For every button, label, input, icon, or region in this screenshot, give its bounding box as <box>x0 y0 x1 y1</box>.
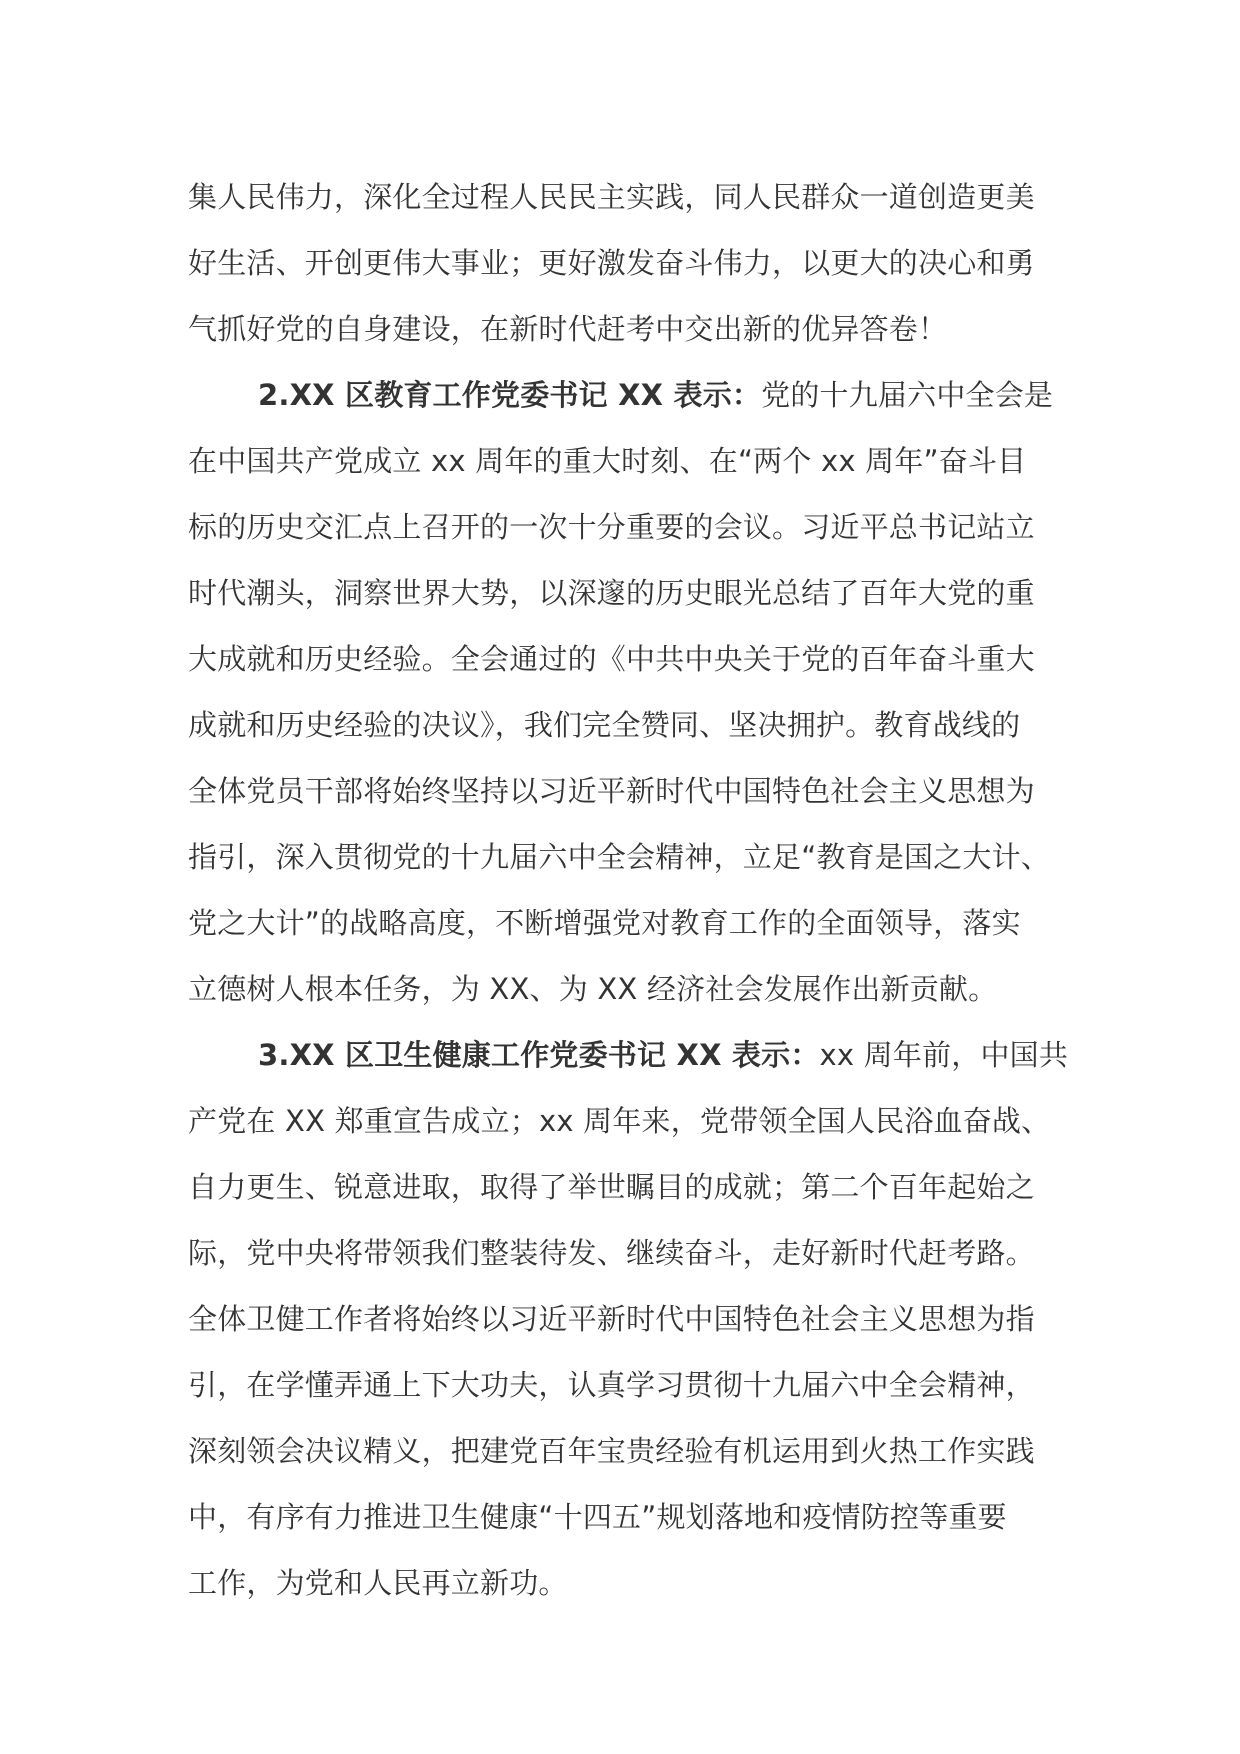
text-line: 深刻领会决议精义，把建党百年宝贵经验有机运用到火热工作实践 <box>188 1434 1035 1468</box>
text-line: 在中国共产党成立 xx 周年的重大时刻、在“两个 xx 周年”奋斗目 <box>188 444 1027 478</box>
text-line: 自力更生、锐意进取，取得了举世瞩目的成就；第二个百年起始之 <box>188 1170 1035 1204</box>
paragraph-health-secretary <box>188 1022 1069 1616</box>
text-span: xx 周年前，中国共 <box>819 1038 1069 1072</box>
text-line: 全体卫健工作者将始终以习近平新时代中国特色社会主义思想为指 <box>188 1302 1035 1336</box>
text-line: 集人民伟力，深化全过程人民民主实践，同人民群众一道创造更美 <box>188 180 1035 214</box>
text-line: 全体党员干部将始终坚持以习近平新时代中国特色社会主义思想为 <box>188 774 1035 808</box>
paragraph-continuation <box>188 164 1064 362</box>
text-line: 成就和历史经验的决议》，我们完全赞同、坚决拥护。教育战线的 <box>188 708 1021 742</box>
text-line: 引，在学懂弄通上下大功夫，认真学习贯彻十九届六中全会精神， <box>188 1368 1035 1402</box>
text-line: 指引，深入贯彻党的十九届六中全会精神，立足“教育是国之大计、 <box>188 840 1051 874</box>
text-line: 产党在 XX 郑重宣告成立；xx 周年来，党带领全国人民浴血奋战、 <box>188 1104 1051 1138</box>
text-line: 标的历史交汇点上召开的一次十分重要的会议。习近平总书记站立 <box>188 510 1035 544</box>
text-line <box>188 1022 1069 1088</box>
text-line <box>188 362 1064 428</box>
text-line: 工作，为党和人民再立新功。 <box>188 1566 568 1600</box>
document-body <box>188 164 1069 1616</box>
text-line: 立德树人根本任务，为 XX、为 XX 经济社会发展作出新贡献。 <box>188 972 998 1006</box>
text-line: 党之大计”的战略高度，不断增强党对教育工作的全面领导，落实 <box>188 906 1021 940</box>
text-line: 时代潮头，洞察世界大势，以深邃的历史眼光总结了百年大党的重 <box>188 576 1035 610</box>
text-line: 气抓好党的自身建设，在新时代赶考中交出新的优异答卷！ <box>188 312 948 346</box>
text-span: 党的十九届六中全会是 <box>761 378 1054 412</box>
text-line: 际，党中央将带领我们整装待发、继续奋斗，走好新时代赶考路。 <box>188 1236 1035 1270</box>
text-line: 好生活、开创更伟大事业；更好激发奋斗伟力，以更大的决心和勇 <box>188 246 1035 280</box>
text-line: 中，有序有力推进卫生健康“十四五”规划落地和疫情防控等重要 <box>188 1500 1007 1534</box>
paragraph-education-secretary <box>188 362 1064 1022</box>
text-line: 大成就和历史经验。全会通过的《中共中央关于党的百年奋斗重大 <box>188 642 1035 676</box>
speaker-lead: 2.XX 区教育工作党委书记 XX 表示： <box>258 378 762 412</box>
speaker-lead: 3.XX 区卫生健康工作党委书记 XX 表示： <box>258 1038 820 1072</box>
